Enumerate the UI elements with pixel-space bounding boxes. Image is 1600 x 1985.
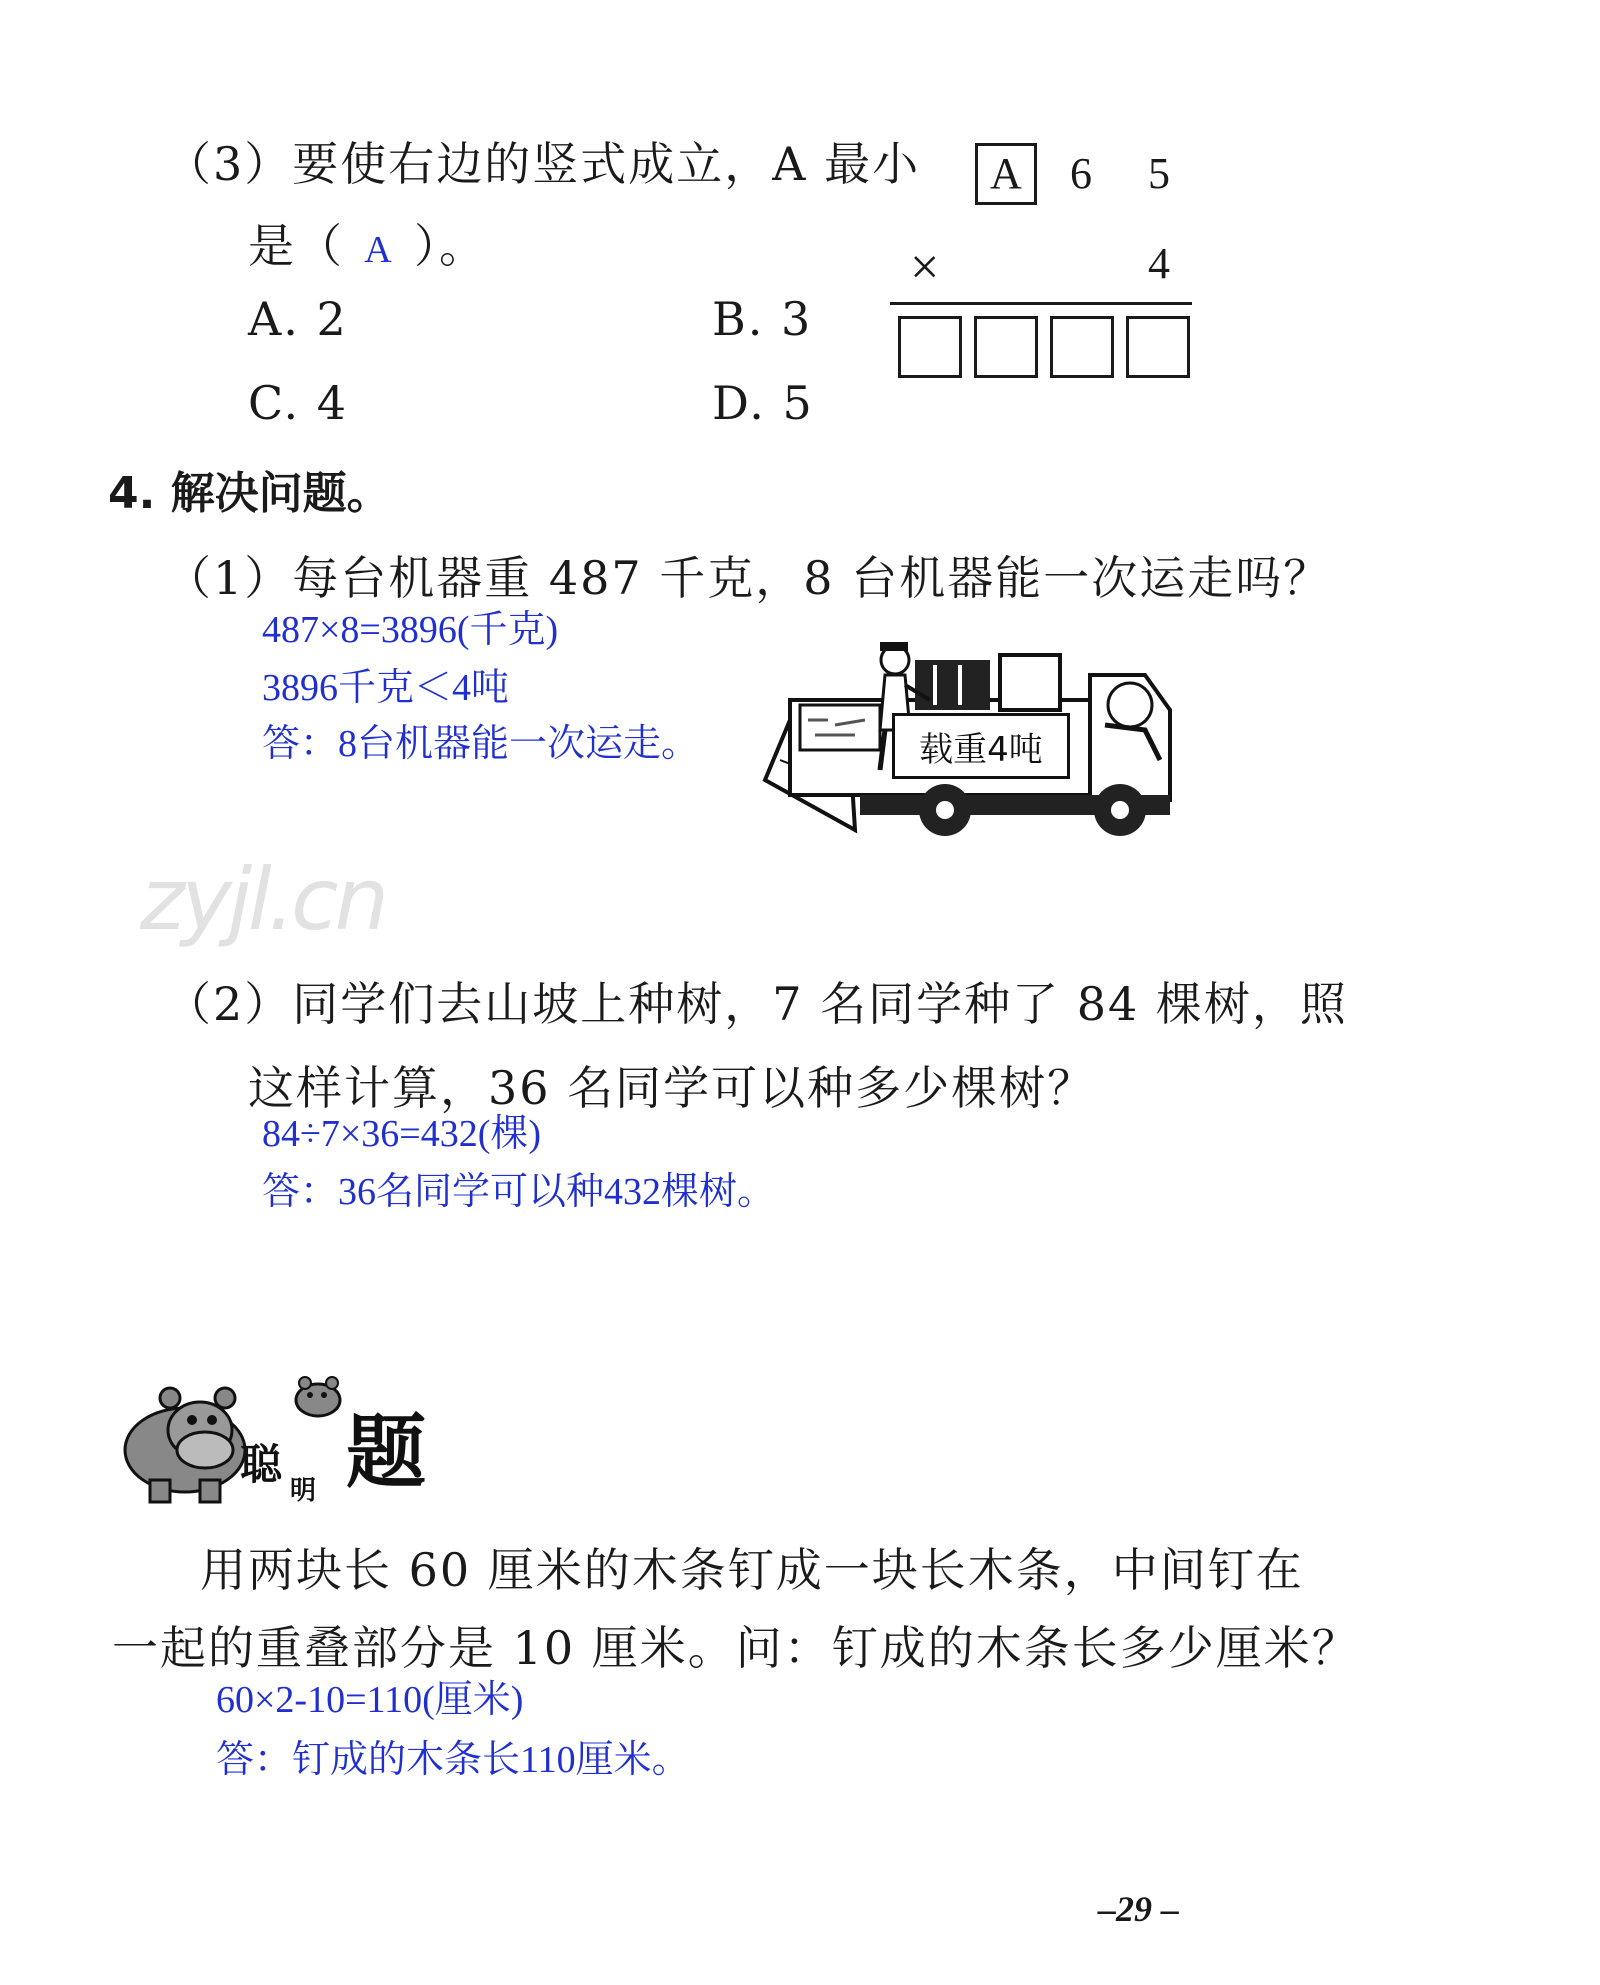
- clever-title-char-3: 题: [346, 1406, 426, 1499]
- calc-times-sign: ×: [910, 239, 940, 296]
- s4-p2-answer-2: 答：36名同学可以种432棵树。: [262, 1171, 776, 1213]
- calc-result-box-4: [1126, 316, 1190, 378]
- q3-option-c: C. 4: [248, 376, 349, 430]
- q3-line2-prefix: 是（: [248, 219, 344, 273]
- clever-question-header: [110, 1370, 440, 1510]
- calc-multiplier: 4: [1148, 239, 1170, 288]
- s4-p2-answer-1: 84÷7×36=432(棵): [262, 1113, 542, 1155]
- q3-line1: （3）要使右边的竖式成立，A 最小: [165, 137, 921, 191]
- q3-option-b: B. 3: [712, 292, 813, 346]
- watermark: zyjl.cn: [140, 850, 385, 950]
- calc-box-letter: A: [990, 149, 1022, 198]
- q3-line2-suffix: ）。: [414, 219, 487, 273]
- s4-p1-answer-3: 答：8台机器能一次运走。: [262, 723, 700, 765]
- calc-box-a: [975, 143, 1037, 205]
- clever-line1: 用两块长 60 厘米的木条钉成一块长木条，中间钉在: [200, 1543, 1304, 1597]
- section4-heading: 4. 解决问题。: [108, 468, 391, 519]
- calc-result-box-3: [1050, 316, 1114, 378]
- q3-option-a: A. 2: [248, 292, 348, 346]
- calc-rule-line: [890, 302, 1192, 305]
- page-number-dash-left: –: [1098, 1889, 1116, 1929]
- s4-p1-answer-1: 487×8=3896(千克): [262, 609, 559, 651]
- calc-digit-5: 5: [1148, 149, 1170, 198]
- clever-answer-2: 答：钉成的木条长110厘米。: [216, 1739, 690, 1781]
- q3-option-d: D. 5: [712, 376, 814, 430]
- clever-line2: 一起的重叠部分是 10 厘米。问：钉成的木条长多少厘米？: [112, 1621, 1360, 1675]
- q3-answer: A: [364, 229, 394, 271]
- s4-p2-line1: （2）同学们去山坡上种树，7 名同学种了 84 棵树，照: [165, 977, 1348, 1031]
- page-number-value: 29: [1116, 1889, 1152, 1929]
- calc-digit-6: 6: [1070, 149, 1092, 198]
- s4-p2-line2: 这样计算，36 名同学可以种多少棵树？: [248, 1061, 1096, 1115]
- truck-illustration: [760, 630, 1180, 845]
- s4-p1-answer-2: 3896千克＜4吨: [262, 667, 510, 709]
- clever-title-char-1: 聪: [240, 1440, 283, 1489]
- page-number: [1098, 1888, 1179, 1930]
- q3-line2: [248, 210, 487, 276]
- clever-title-char-2: 明: [290, 1476, 317, 1506]
- calc-result-box-1: [898, 316, 962, 378]
- truck-capacity-label: 载重4吨: [892, 713, 1070, 779]
- s4-p1-question: （1）每台机器重 487 千克，8 台机器能一次运走吗？: [165, 551, 1332, 605]
- clever-answer-1: 60×2-10=110(厘米): [216, 1679, 524, 1721]
- calc-result-box-2: [974, 316, 1038, 378]
- page-number-dash-right: –: [1152, 1889, 1179, 1929]
